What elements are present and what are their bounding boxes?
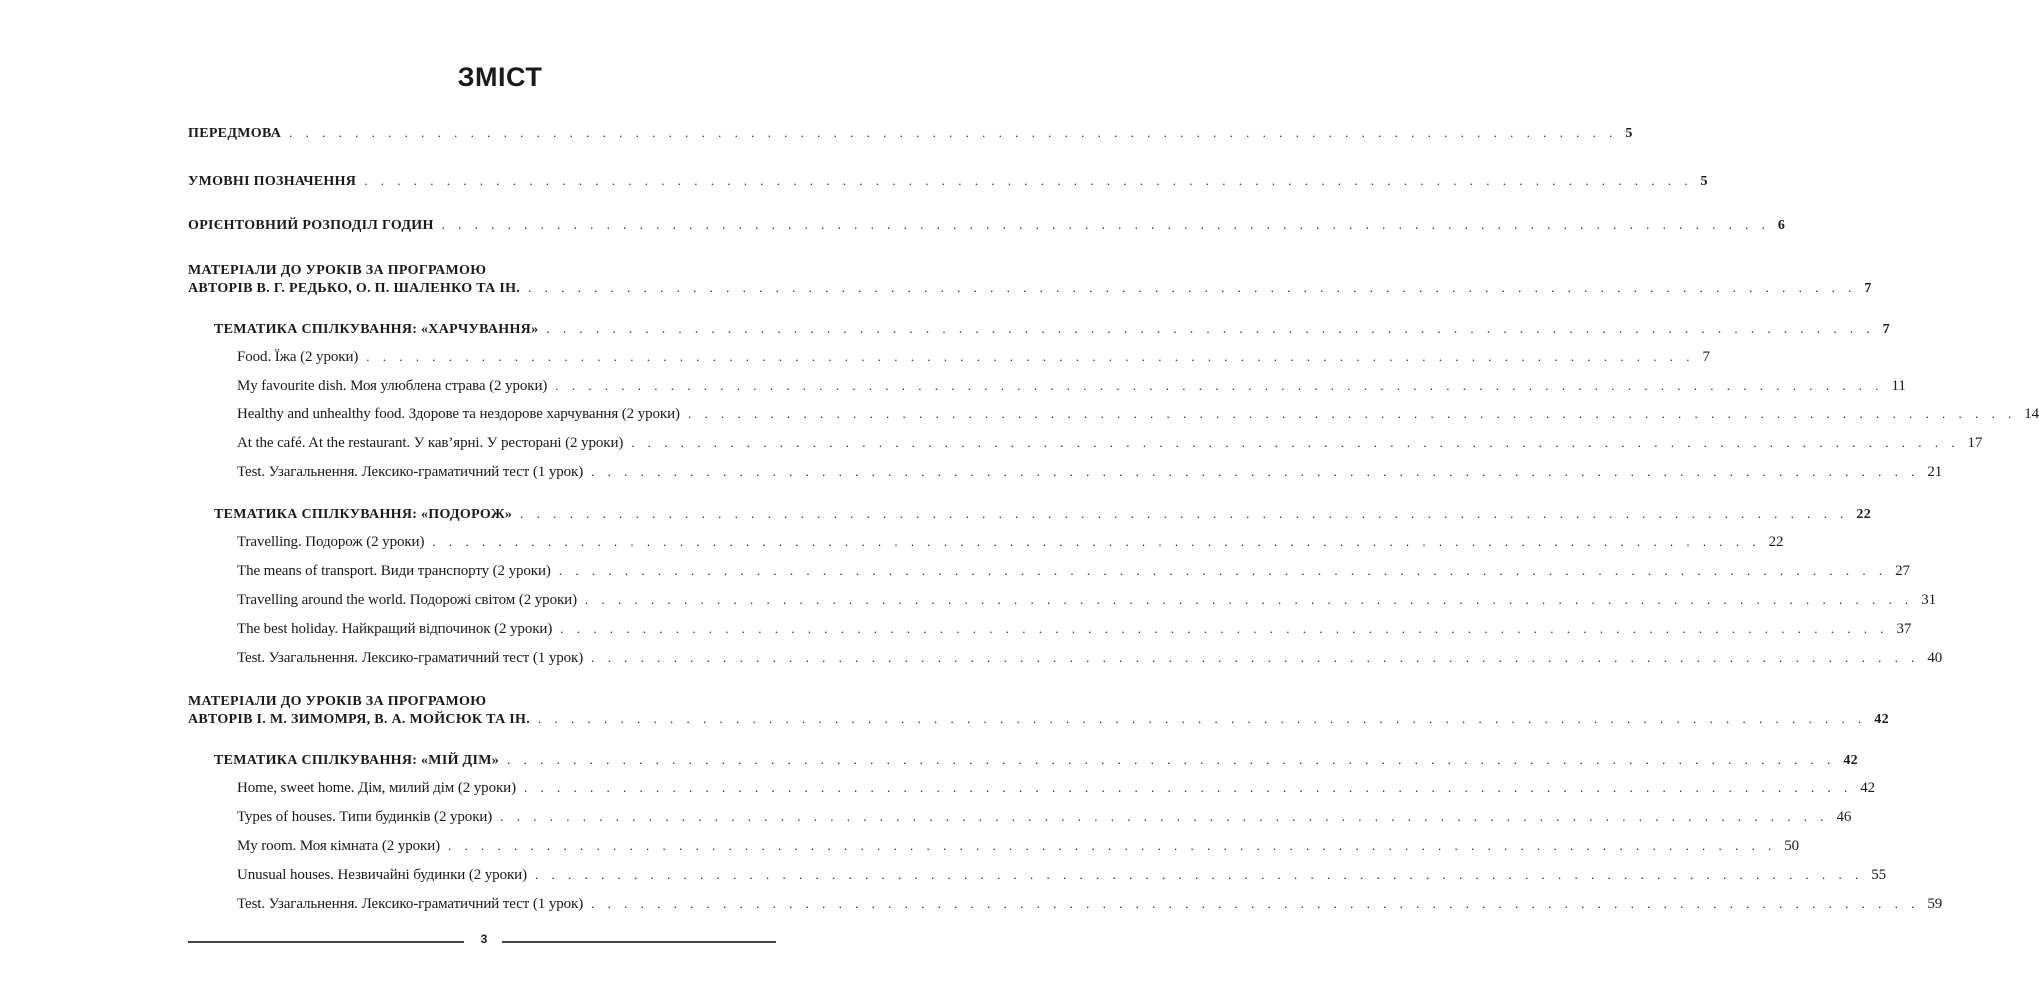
toc-entry-title: Test. Узагальнення. Лексико-граматичний тест (1 урок) (237, 464, 584, 480)
toc-entry-page: 42 (1860, 780, 1876, 796)
toc-entry-lesson[interactable] (237, 591, 1937, 609)
toc-leader-dots: . . . . . . . . . . . . . . . . . . . . . . . . . . . . . . . . . . . . . . . . . . . . . . . . . . . . . . . . . . . . . . . . . . . . . . . . . . . . . . . . . (289, 125, 1618, 140)
toc-entry-part-1[interactable] (188, 279, 1872, 298)
toc-leader-dots: . . . . . . . . . . . . . . . . . . . . . . . . . . . . . . . . . . . . . . . . . . . . . . . . . . . . . . . . . . . . . . . . . . . . . . . . . . . . . . . . . (538, 711, 1867, 726)
toc-entry-lesson[interactable] (237, 533, 1784, 551)
toc-entry-lesson[interactable] (237, 620, 1912, 638)
toc-entry-title: The best holiday. Найкращий відпочинок (2 уроки) (237, 621, 553, 637)
page-number: 3 (480, 932, 488, 946)
toc-entry-title: My favourite dish. Моя улюблена страва (2 уроки) (237, 378, 548, 394)
toc-entry-page: 11 (1891, 378, 1906, 394)
toc-entry-page: 7 (1882, 322, 1890, 337)
toc-entry-page: 42 (1874, 712, 1889, 727)
toc-entry-page: 7 (1702, 349, 1710, 365)
toc-entry-lesson[interactable] (237, 562, 1910, 580)
toc-entry-page: 22 (1768, 534, 1784, 550)
toc-entry-page: 31 (1921, 592, 1937, 608)
toc-entry-title: АВТОРІВ В. Г. РЕДЬКО, О. П. ШАЛЕНКО ТА ІН. (188, 281, 521, 296)
toc-entry-title: УМОВНІ ПОЗНАЧЕННЯ (188, 174, 357, 189)
toc-entry-page: 55 (1871, 867, 1887, 883)
toc-entry-page: 22 (1856, 507, 1872, 522)
toc-entry-lesson[interactable] (237, 348, 1710, 366)
toc-leader-dots: . . . . . . . . . . . . . . . . . . . . . . . . . . . . . . . . . . . . . . . . . . . . . . . . . . . . . . . . . . . . . . . . . . . . . . . . . . . . . . . . . (448, 838, 1777, 853)
toc-entry-title: The means of transport. Види транспорту (2 уроки) (237, 563, 551, 579)
page-title: ЗМІСТ (457, 62, 543, 92)
toc-entry-lesson[interactable] (237, 377, 1906, 395)
toc-entry-title: Healthy and unhealthy food. Здорове та нездорове харчування (2 уроки) (237, 406, 680, 422)
toc-entry-title: ТЕМАТИКА СПІЛКУВАННЯ: «ХАРЧУВАННЯ» (214, 322, 539, 337)
toc-entry-page: 46 (1836, 809, 1852, 825)
toc-entry-lesson[interactable] (237, 808, 1852, 826)
toc-entry-part-2[interactable] (188, 710, 1889, 729)
toc-leader-dots: . . . . . . . . . . . . . . . . . . . . . . . . . . . . . . . . . . . . . . . . . . . . . . . . . . . . . . . . . . . . . . . . . . . . . . . . . . . . . . . . . (560, 621, 1889, 636)
toc-entry-title: ПЕРЕДМОВА (188, 126, 282, 141)
toc-entry-page: 6 (1777, 218, 1786, 233)
part-2-heading-line1: МАТЕРІАЛИ ДО УРОКІВ ЗА ПРОГРАМОЮ (188, 694, 487, 709)
toc-entry-page: 42 (1843, 753, 1858, 768)
toc-entry-lesson[interactable] (237, 895, 1943, 913)
toc-leader-dots: . . . . . . . . . . . . . . . . . . . . . . . . . . . . . . . . . . . . . . . . . . . . . . . . . . . . . . . . . . . . . . . . . . . . . . . . . . . . . . . . . (523, 780, 1853, 795)
toc-entry-page: 59 (1927, 896, 1943, 912)
toc-entry-title: Test. Узагальнення. Лексико-граматичний тест (1 урок) (237, 650, 584, 666)
toc-entry-topic-home[interactable] (214, 751, 1858, 770)
toc-leader-dots: . . . . . . . . . . . . . . . . . . . . . . . . . . . . . . . . . . . . . . . . . . . . . . . . . . . . . . . . . . . . . . . . . . . . . . . . . . . . . . . . . (546, 321, 1875, 336)
toc-entry-lesson[interactable] (237, 434, 1983, 452)
toc-entry-title: ТЕМАТИКА СПІЛКУВАННЯ: «ПОДОРОЖ» (214, 507, 513, 522)
toc-entry-lesson[interactable] (237, 405, 2039, 423)
toc-entry-lesson[interactable] (237, 866, 1887, 884)
toc-leader-dots: . . . . . . . . . . . . . . . . . . . . . . . . . . . . . . . . . . . . . . . . . . . . . . . . . . . . . . . . . . . . . . . . . . . . . . . . . . . . . . . . . (364, 173, 1693, 188)
footer-rule-left (188, 941, 464, 943)
toc-entry-title: АВТОРІВ І. М. ЗИМОМРЯ, В. А. МОЙСЮК ТА ІН. (188, 712, 531, 727)
toc-entry-preface[interactable] (188, 124, 1633, 143)
toc-entry-hours[interactable] (188, 216, 1786, 235)
toc-entry-title: Travelling around the world. Подорожі світом (2 уроки) (237, 592, 577, 608)
toc-entry-page: 50 (1784, 838, 1800, 854)
toc-entry-title: Travelling. Подорож (2 уроки) (237, 534, 425, 550)
toc-entry-lesson[interactable] (237, 837, 1800, 855)
toc-entry-title: ТЕМАТИКА СПІЛКУВАННЯ: «МІЙ ДІМ» (214, 753, 500, 768)
toc-leader-dots: . . . . . . . . . . . . . . . . . . . . . . . . . . . . . . . . . . . . . . . . . . . . . . . . . . . . . . . . . . . . . . . . . . . . . . . . . . . . . . . . . (591, 464, 1920, 479)
toc-entry-title: At the café. At the restaurant. У кав’ярні. У ресторані (2 уроки) (237, 435, 624, 451)
toc-entry-title: Types of houses. Типи будинків (2 уроки) (237, 809, 493, 825)
toc-entry-lesson[interactable] (237, 779, 1876, 797)
toc-entry-page: 7 (1864, 281, 1872, 296)
toc-entry-title: Food. Їжа (2 уроки) (237, 349, 359, 365)
footer-rule-right (502, 941, 776, 943)
toc-entry-title: My room. Моя кімната (2 уроки) (237, 838, 441, 854)
toc-entry-title: Home, sweet home. Дім, милий дім (2 уроки) (237, 780, 516, 796)
toc-leader-dots: . . . . . . . . . . . . . . . . . . . . . . . . . . . . . . . . . . . . . . . . . . . . . . . . . . . . . . . . . . . . . . . . . . . . . . . . . . . . . . . . . (631, 435, 1960, 450)
toc-entry-title: Test. Узагальнення. Лексико-граматичний тест (1 урок) (237, 896, 584, 912)
toc-leader-dots: . . . . . . . . . . . . . . . . . . . . . . . . . . . . . . . . . . . . . . . . . . . . . . . . . . . . . . . . . . . . . . . . . . . . . . . . . . . . . . . . . (500, 809, 1829, 824)
toc-entry-topic-food[interactable] (214, 320, 1890, 339)
toc-leader-dots: . . . . . . . . . . . . . . . . . . . . . . . . . . . . . . . . . . . . . . . . . . . . . . . . . . . . . . . . . . . . . . . . . . . . . . . . . . . . . . . . . (366, 349, 1695, 364)
toc-leader-dots: . . . . . . . . . . . . . . . . . . . . . . . . . . . . . . . . . . . . . . . . . . . . . . . . . . . . . . . . . . . . . . . . . . . . . . . . . . . . . . . . . (591, 896, 1920, 911)
toc-leader-dots: . . . . . . . . . . . . . . . . . . . . . . . . . . . . . . . . . . . . . . . . . . . . . . . . . . . . . . . . . . . . . . . . . . . . . . . . . . . . . . . . . (520, 506, 1849, 521)
toc-entry-lesson[interactable] (237, 649, 1943, 667)
toc-leader-dots: . . . . . . . . . . . . . . . . . . . . . . . . . . . . . . . . . . . . . . . . . . . . . . . . . . . . . . . . . . . . . . . . . . . . . . . . . . . . . . . . . (507, 752, 1836, 767)
toc-leader-dots: . . . . . . . . . . . . . . . . . . . . . . . . . . . . . . . . . . . . . . . . . . . . . . . . . . . . . . . . . . . . . . . . . . . . . . . . . . . . . . . . . (432, 534, 1761, 549)
toc-leader-dots: . . . . . . . . . . . . . . . . . . . . . . . . . . . . . . . . . . . . . . . . . . . . . . . . . . . . . . . . . . . . . . . . . . . . . . . . . . . . . . . . . (687, 406, 2017, 421)
part-1-heading-line1: МАТЕРІАЛИ ДО УРОКІВ ЗА ПРОГРАМОЮ (188, 263, 487, 278)
toc-entry-title: Unusual houses. Незвичайні будинки (2 уроки) (237, 867, 527, 883)
toc-leader-dots: . . . . . . . . . . . . . . . . . . . . . . . . . . . . . . . . . . . . . . . . . . . . . . . . . . . . . . . . . . . . . . . . . . . . . . . . . . . . . . . . . (534, 867, 1864, 882)
toc-entry-page: 37 (1896, 621, 1912, 637)
toc-entry-page: 27 (1895, 563, 1910, 579)
toc-entry-page: 5 (1625, 126, 1633, 141)
toc-leader-dots: . . . . . . . . . . . . . . . . . . . . . . . . . . . . . . . . . . . . . . . . . . . . . . . . . . . . . . . . . . . . . . . . . . . . . . . . . . . . . . . . . (585, 592, 1914, 607)
toc-entry-page: 21 (1927, 464, 1943, 480)
toc-leader-dots: . . . . . . . . . . . . . . . . . . . . . . . . . . . . . . . . . . . . . . . . . . . . . . . . . . . . . . . . . . . . . . . . . . . . . . . . . . . . . . . . . (555, 378, 1884, 393)
toc-leader-dots: . . . . . . . . . . . . . . . . . . . . . . . . . . . . . . . . . . . . . . . . . . . . . . . . . . . . . . . . . . . . . . . . . . . . . . . . . . . . . . . . . (441, 217, 1770, 232)
toc-entry-lesson[interactable] (237, 463, 1943, 481)
toc-entry-page: 40 (1927, 650, 1943, 666)
toc-entry-page: 17 (1967, 435, 1983, 451)
toc-leader-dots: . . . . . . . . . . . . . . . . . . . . . . . . . . . . . . . . . . . . . . . . . . . . . . . . . . . . . . . . . . . . . . . . . . . . . . . . . . . . . . . . . (528, 280, 1857, 295)
toc-leader-dots: . . . . . . . . . . . . . . . . . . . . . . . . . . . . . . . . . . . . . . . . . . . . . . . . . . . . . . . . . . . . . . . . . . . . . . . . . . . . . . . . . (591, 650, 1920, 665)
toc-entry-title: ОРІЄНТОВНИЙ РОЗПОДІЛ ГОДИН (188, 218, 434, 233)
toc-entry-topic-travel[interactable] (214, 505, 1872, 524)
toc-entry-page: 5 (1700, 174, 1708, 189)
toc-entry-legend[interactable] (188, 172, 1708, 191)
toc-leader-dots: . . . . . . . . . . . . . . . . . . . . . . . . . . . . . . . . . . . . . . . . . . . . . . . . . . . . . . . . . . . . . . . . . . . . . . . . . . . . . . . . . (558, 563, 1888, 578)
toc-entry-page: 14 (2024, 406, 2039, 422)
